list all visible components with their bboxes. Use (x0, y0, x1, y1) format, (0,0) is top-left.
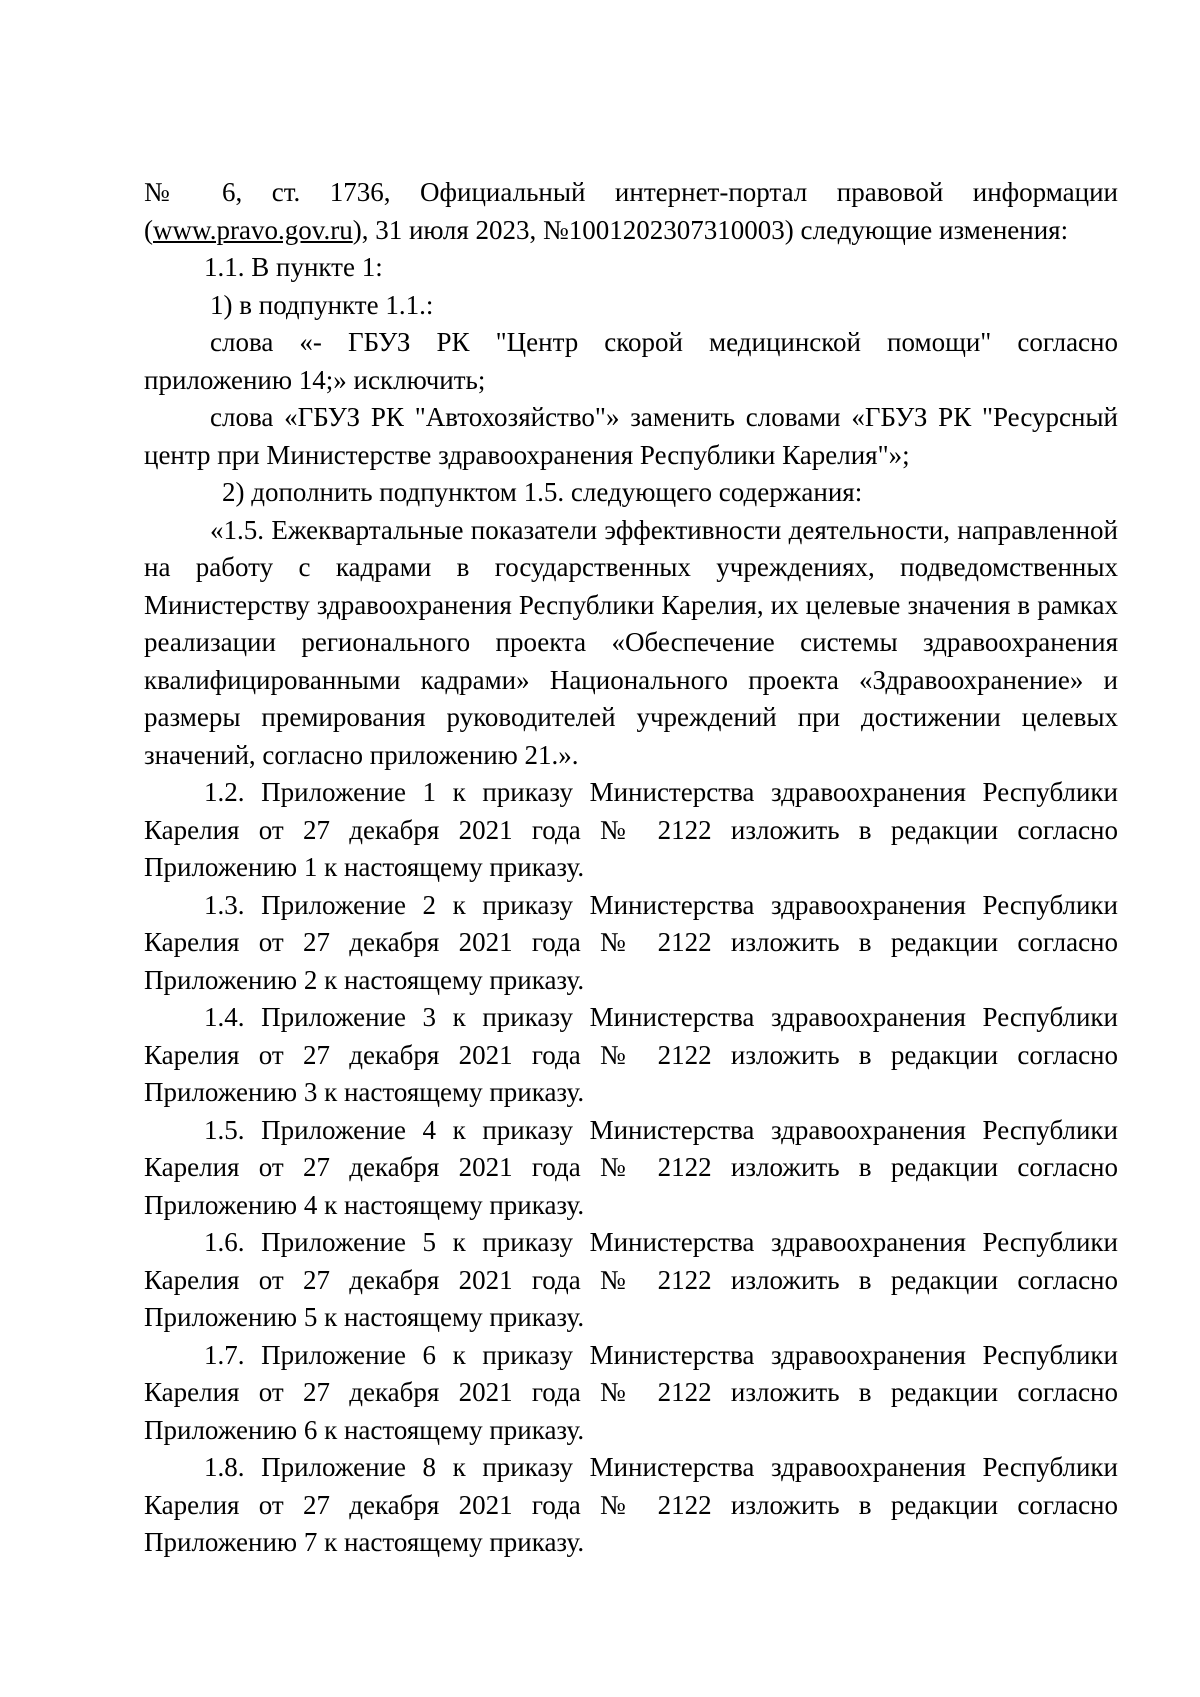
paragraph-1-5: 1.5. Приложение 4 к приказу Министерства здравоохранения Республики Карелия от 27 декабря 2021 года № 2122 изложить в редакции согласно Приложению 4 к настоящему приказу. (144, 1114, 1118, 1220)
paragraph-1-4: 1.4. Приложение 3 к приказу Министерства здравоохранения Республики Карелия от 27 декабря 2021 года № 2122 изложить в редакции согласно Приложению 3 к настоящему приказу. (144, 1002, 1118, 1107)
document-body (144, 174, 1118, 1562)
paragraph-1-3: 1.3. Приложение 2 к приказу Министерства здравоохранения Республики Карелия от 27 декабря 2021 года № 2122 изложить в редакции согласно Приложению 2 к настоящему приказу. (144, 889, 1118, 995)
paragraph-words-exclude: слова «- ГБУЗ РК "Центр скорой медицинской помощи" согласно приложению 14;» исключить; (144, 327, 1118, 395)
paragraph-1-1: 1.1. В пункте 1: (204, 252, 383, 282)
paragraph-words-replace: слова «ГБУЗ РК "Автохозяйство"» заменить словами «ГБУЗ РК "Ресурсный центр при Министерстве здравоохранения Республики Карелия"»; (144, 402, 1118, 470)
pravo-gov-link[interactable]: www.pravo.gov.ru (153, 214, 353, 245)
paragraph-subpoint-2: 2) дополнить подпунктом 1.5. следующего содержания: (222, 477, 863, 507)
paragraph-1-8: 1.8. Приложение 8 к приказу Министерства здравоохранения Республики Карелия от 27 декабря 2021 года № 2122 изложить в редакции согласно Приложению 7 к настоящему приказу. (144, 1452, 1118, 1557)
paragraph-subpoint-1: 1) в подпункте 1.1.: (210, 289, 434, 320)
paragraph-1-7: 1.7. Приложение 6 к приказу Министерства здравоохранения Республики Карелия от 27 декабря 2021 года № 2122 изложить в редакции согласно Приложению 6 к настоящему приказу. (144, 1339, 1118, 1445)
paragraph-source-citation (144, 174, 1118, 249)
paragraph-1-5-content: «1.5. Ежеквартальные показатели эффективности деятельности, направленной на работу с кадрами в государственных учреждениях, подведомственных Министерству здравоохранения Республики Карелия, их целевые значения в рамках реализации регионального проекта «Обеспечение системы здравоохранения квалифицированными кадрами» Национального проекта «Здравоохранение» и размеры премирования руководителей учреждений при достижении целевых значений, согласно приложению 21.». (144, 514, 1118, 770)
paragraph-1-6: 1.6. Приложение 5 к приказу Министерства здравоохранения Республики Карелия от 27 декабря 2021 года № 2122 изложить в редакции согласно Приложению 5 к настоящему приказу. (144, 1227, 1118, 1332)
citation-text-end: ), 31 июля 2023, №1001202307310003) следующие изменения: (352, 214, 1069, 245)
citation-text-start: № 6, ст. 1736, Официальный интернет-портал правовой информации ( (144, 177, 1118, 245)
paragraph-1-2: 1.2. Приложение 1 к приказу Министерства здравоохранения Республики Карелия от 27 декабря 2021 года № 2122 изложить в редакции согласно Приложению 1 к настоящему приказу. (144, 777, 1118, 882)
